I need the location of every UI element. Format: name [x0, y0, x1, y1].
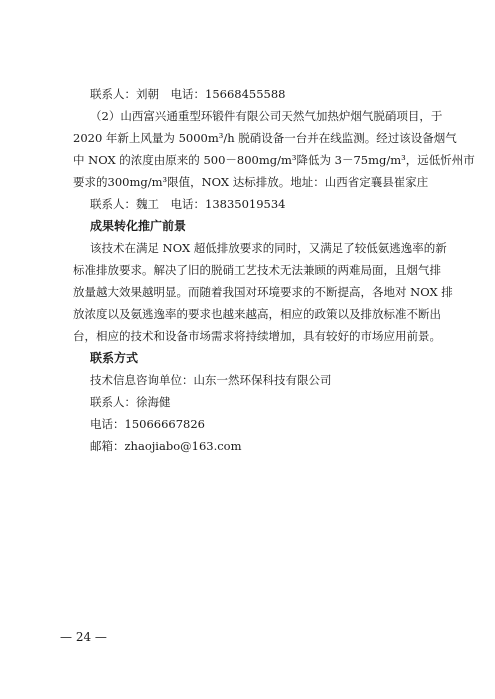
prospects-line-2: 标准排放要求。解决了旧的脱硝工艺技术无法兼顾的两难局面，且烟气排	[73, 263, 441, 277]
contact-1-line: 联系人：刘朝 电话：15668455588	[90, 87, 286, 101]
contact-2-line: 联系人：魏工 电话：13835019534	[90, 197, 286, 211]
page-number: — 24 —	[60, 630, 107, 644]
prospects-line-5: 台，相应的技术和设备市场需求将持续增加，具有较好的市场应用前景。	[73, 329, 441, 343]
contact-info-email: 邮箱：zhaojiabo@163.com	[90, 439, 242, 453]
contact-info-phone: 电话：15066667826	[90, 417, 205, 431]
prospects-line-3: 放量越大效果越明显。而随着我国对环境要求的不断提高，各地对 NOX 排	[73, 285, 453, 299]
project-2-line-2: 2020 年新上风量为 5000m³/h 脱硝设备一台并在线监测。经过该设备烟气	[73, 131, 457, 145]
prospects-heading: 成果转化推广前景	[90, 219, 187, 233]
contact-info-unit: 技术信息咨询单位：山东一然环保科技有限公司	[90, 373, 332, 387]
prospects-line-4: 放浓度以及氨逃逸率的要求也越来越高，相应的政策以及排放标准不断出	[73, 307, 441, 321]
project-2-line-3: 中 NOX 的浓度由原来的 500－800mg/m³降低为 3－75mg/m³，远低忻州市	[73, 153, 475, 167]
contact-info-heading: 联系方式	[90, 351, 139, 365]
project-2-line-1: （2）山西富兴通重型环锻件有限公司天然气加热炉烟气脱硝项目，于	[90, 109, 443, 123]
prospects-line-1: 该技术在满足 NOX 超低排放要求的同时，又满足了较低氨逃逸率的新	[90, 241, 447, 255]
contact-info-person: 联系人：徐海健	[90, 395, 171, 409]
project-2-line-4: 要求的300mg/m³限值，NOX 达标排放。地址：山西省定襄县崔家庄	[73, 175, 429, 189]
